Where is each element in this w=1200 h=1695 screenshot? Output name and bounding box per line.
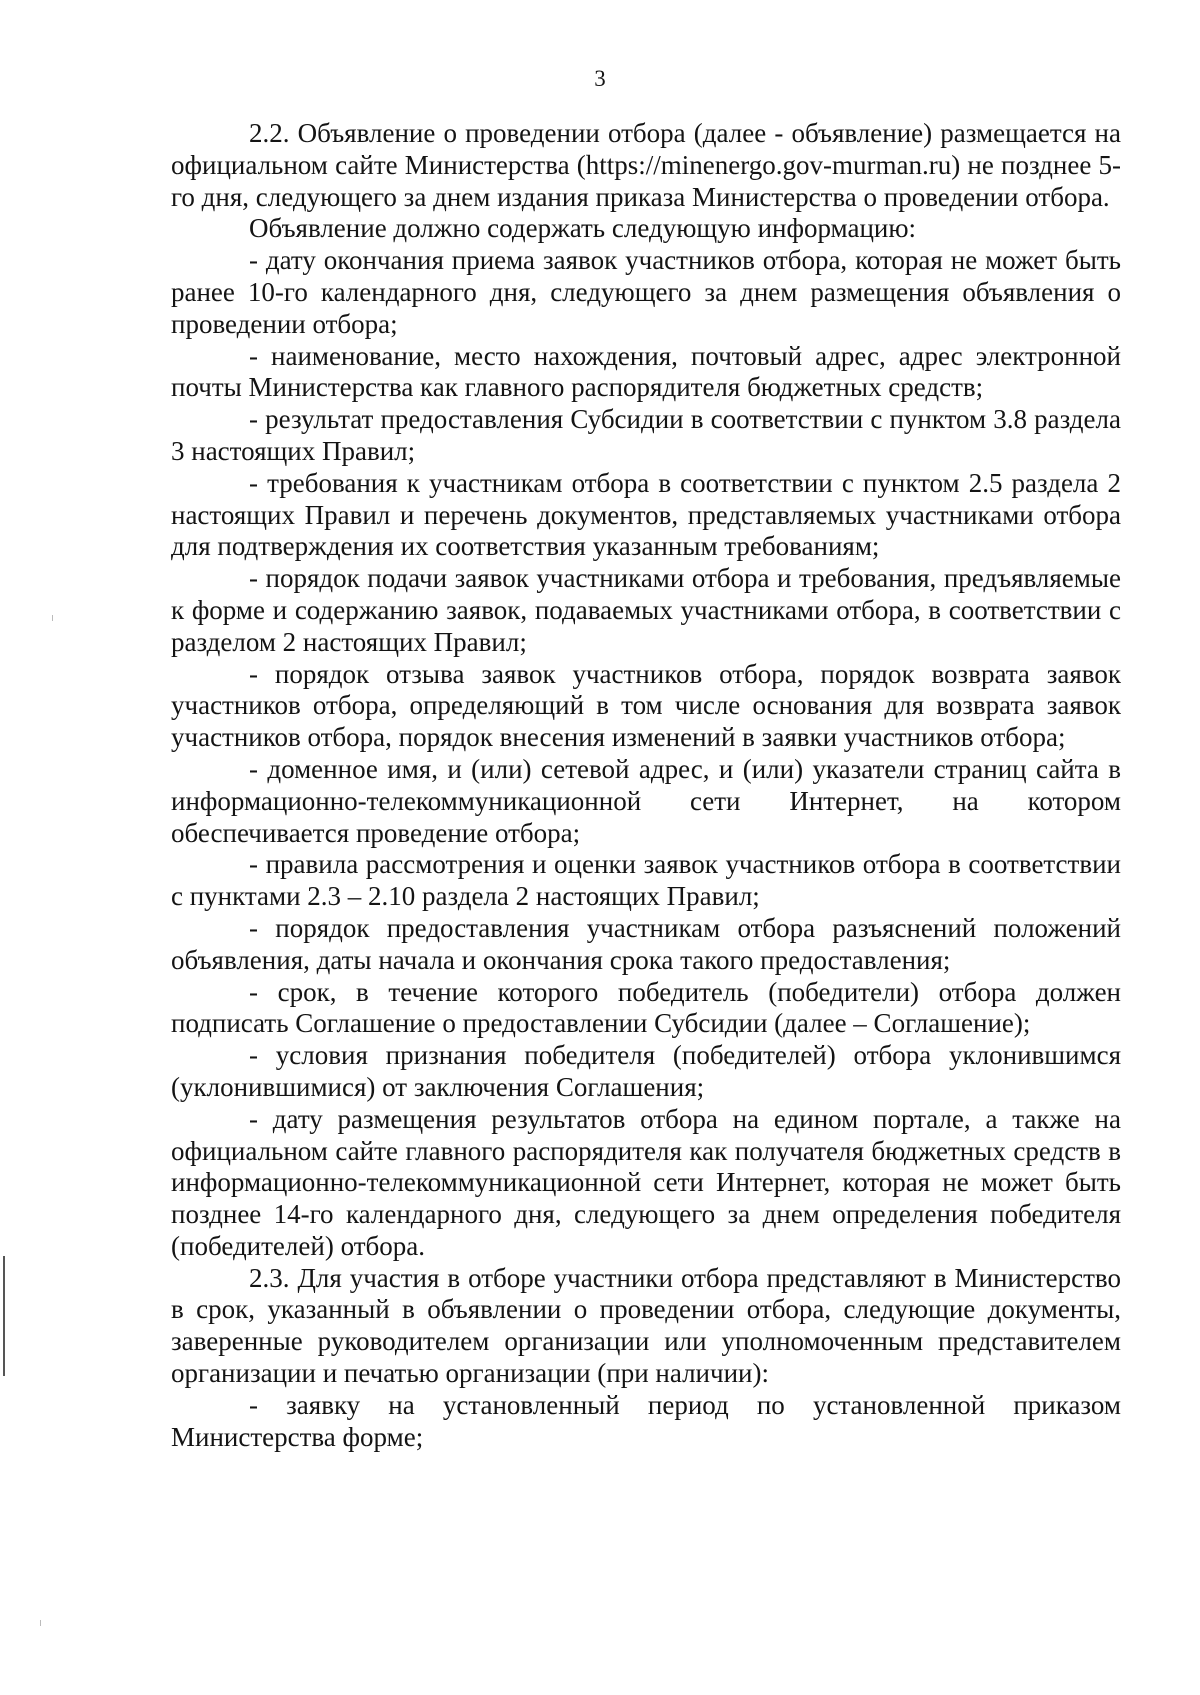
paragraph: 2.3. Для участия в отборе участники отбора представляют в Министерство в срок, указанный в объявлении о проведении отбора, следующие документы, заверенные руководителем организации или уполномоченным представителем организации и печатью организации (при наличии):: [171, 1262, 1121, 1389]
list-item: - порядок отзыва заявок участников отбора, порядок возврата заявок участников отбора, определяющий в том числе основания для возврата заявок участников отбора, порядок внесения изменений в заявки участников отбора;: [171, 658, 1121, 753]
paragraph: 2.2. Объявление о проведении отбора (далее - объявление) размещается на официальном сайте Министерства (https://minenergo.gov-murman.ru) не позднее 5-го дня, следующего за днем издания приказа Министерства о проведении отбора.: [171, 118, 1121, 212]
page-number: 3: [594, 66, 606, 91]
list-item: - результат предоставления Субсидии в соответствии с пунктом 3.8 раздела 3 настоящих Правил;: [171, 404, 1121, 466]
list-item: - наименование, место нахождения, почтовый адрес, адрес электронной почты Министерства как главного распорядителя бюджетных средств;: [171, 340, 1121, 403]
list-item: - доменное имя, и (или) сетевой адрес, и (или) указатели страниц сайта в информационно-телекоммуникационной сети Интернет, на котором обеспечивается проведение отбора;: [171, 753, 1121, 848]
list-item: - правила рассмотрения и оценки заявок участников отбора в соответствии с пунктами 2.3 – 2.10 раздела 2 настоящих Правил;: [171, 849, 1121, 912]
scan-edge-mark: [40, 1620, 41, 1626]
scan-edge-mark: [52, 615, 53, 621]
list-item: - заявку на установленный период по установленной приказом Министерства форме;: [171, 1389, 1121, 1452]
paragraph: Объявление должно содержать следующую информацию:: [249, 213, 917, 244]
scan-edge-mark: [3, 1256, 5, 1376]
document-body: [171, 118, 1121, 1453]
list-item: - срок, в течение которого победитель (победители) отбора должен подписать Соглашение о предоставлении Субсидии (далее – Соглашение);: [171, 976, 1121, 1039]
list-item: - требования к участникам отбора в соответствии с пунктом 2.5 раздела 2 настоящих Правил и перечень документов, представляемых участниками отбора для подтверждения их соответствия указанным требованиям;: [171, 467, 1121, 562]
list-item: - порядок подачи заявок участниками отбора и требования, предъявляемые к форме и содержанию заявок, подаваемых участниками отбора, в соответствии с разделом 2 настоящих Правил;: [171, 563, 1121, 657]
list-item: - условия признания победителя (победителей) отбора уклонившимся (уклонившимися) от заключения Соглашения;: [171, 1040, 1121, 1102]
list-item: - порядок предоставления участникам отбора разъяснений положений объявления, даты начала и окончания срока такого предоставления;: [171, 912, 1121, 975]
list-item: - дату размещения результатов отбора на едином портале, а также на официальном сайте главного распорядителя как получателя бюджетных средств в информационно-телекоммуникационной сети Интернет, которая не может быть позднее 14-го календарного дня, следующего за днем определения победителя (победителей) отбора.: [171, 1103, 1121, 1261]
list-item: - дату окончания приема заявок участников отбора, которая не может быть ранее 10-го календарного дня, следующего за днем размещения объявления о проведении отбора;: [171, 245, 1121, 339]
